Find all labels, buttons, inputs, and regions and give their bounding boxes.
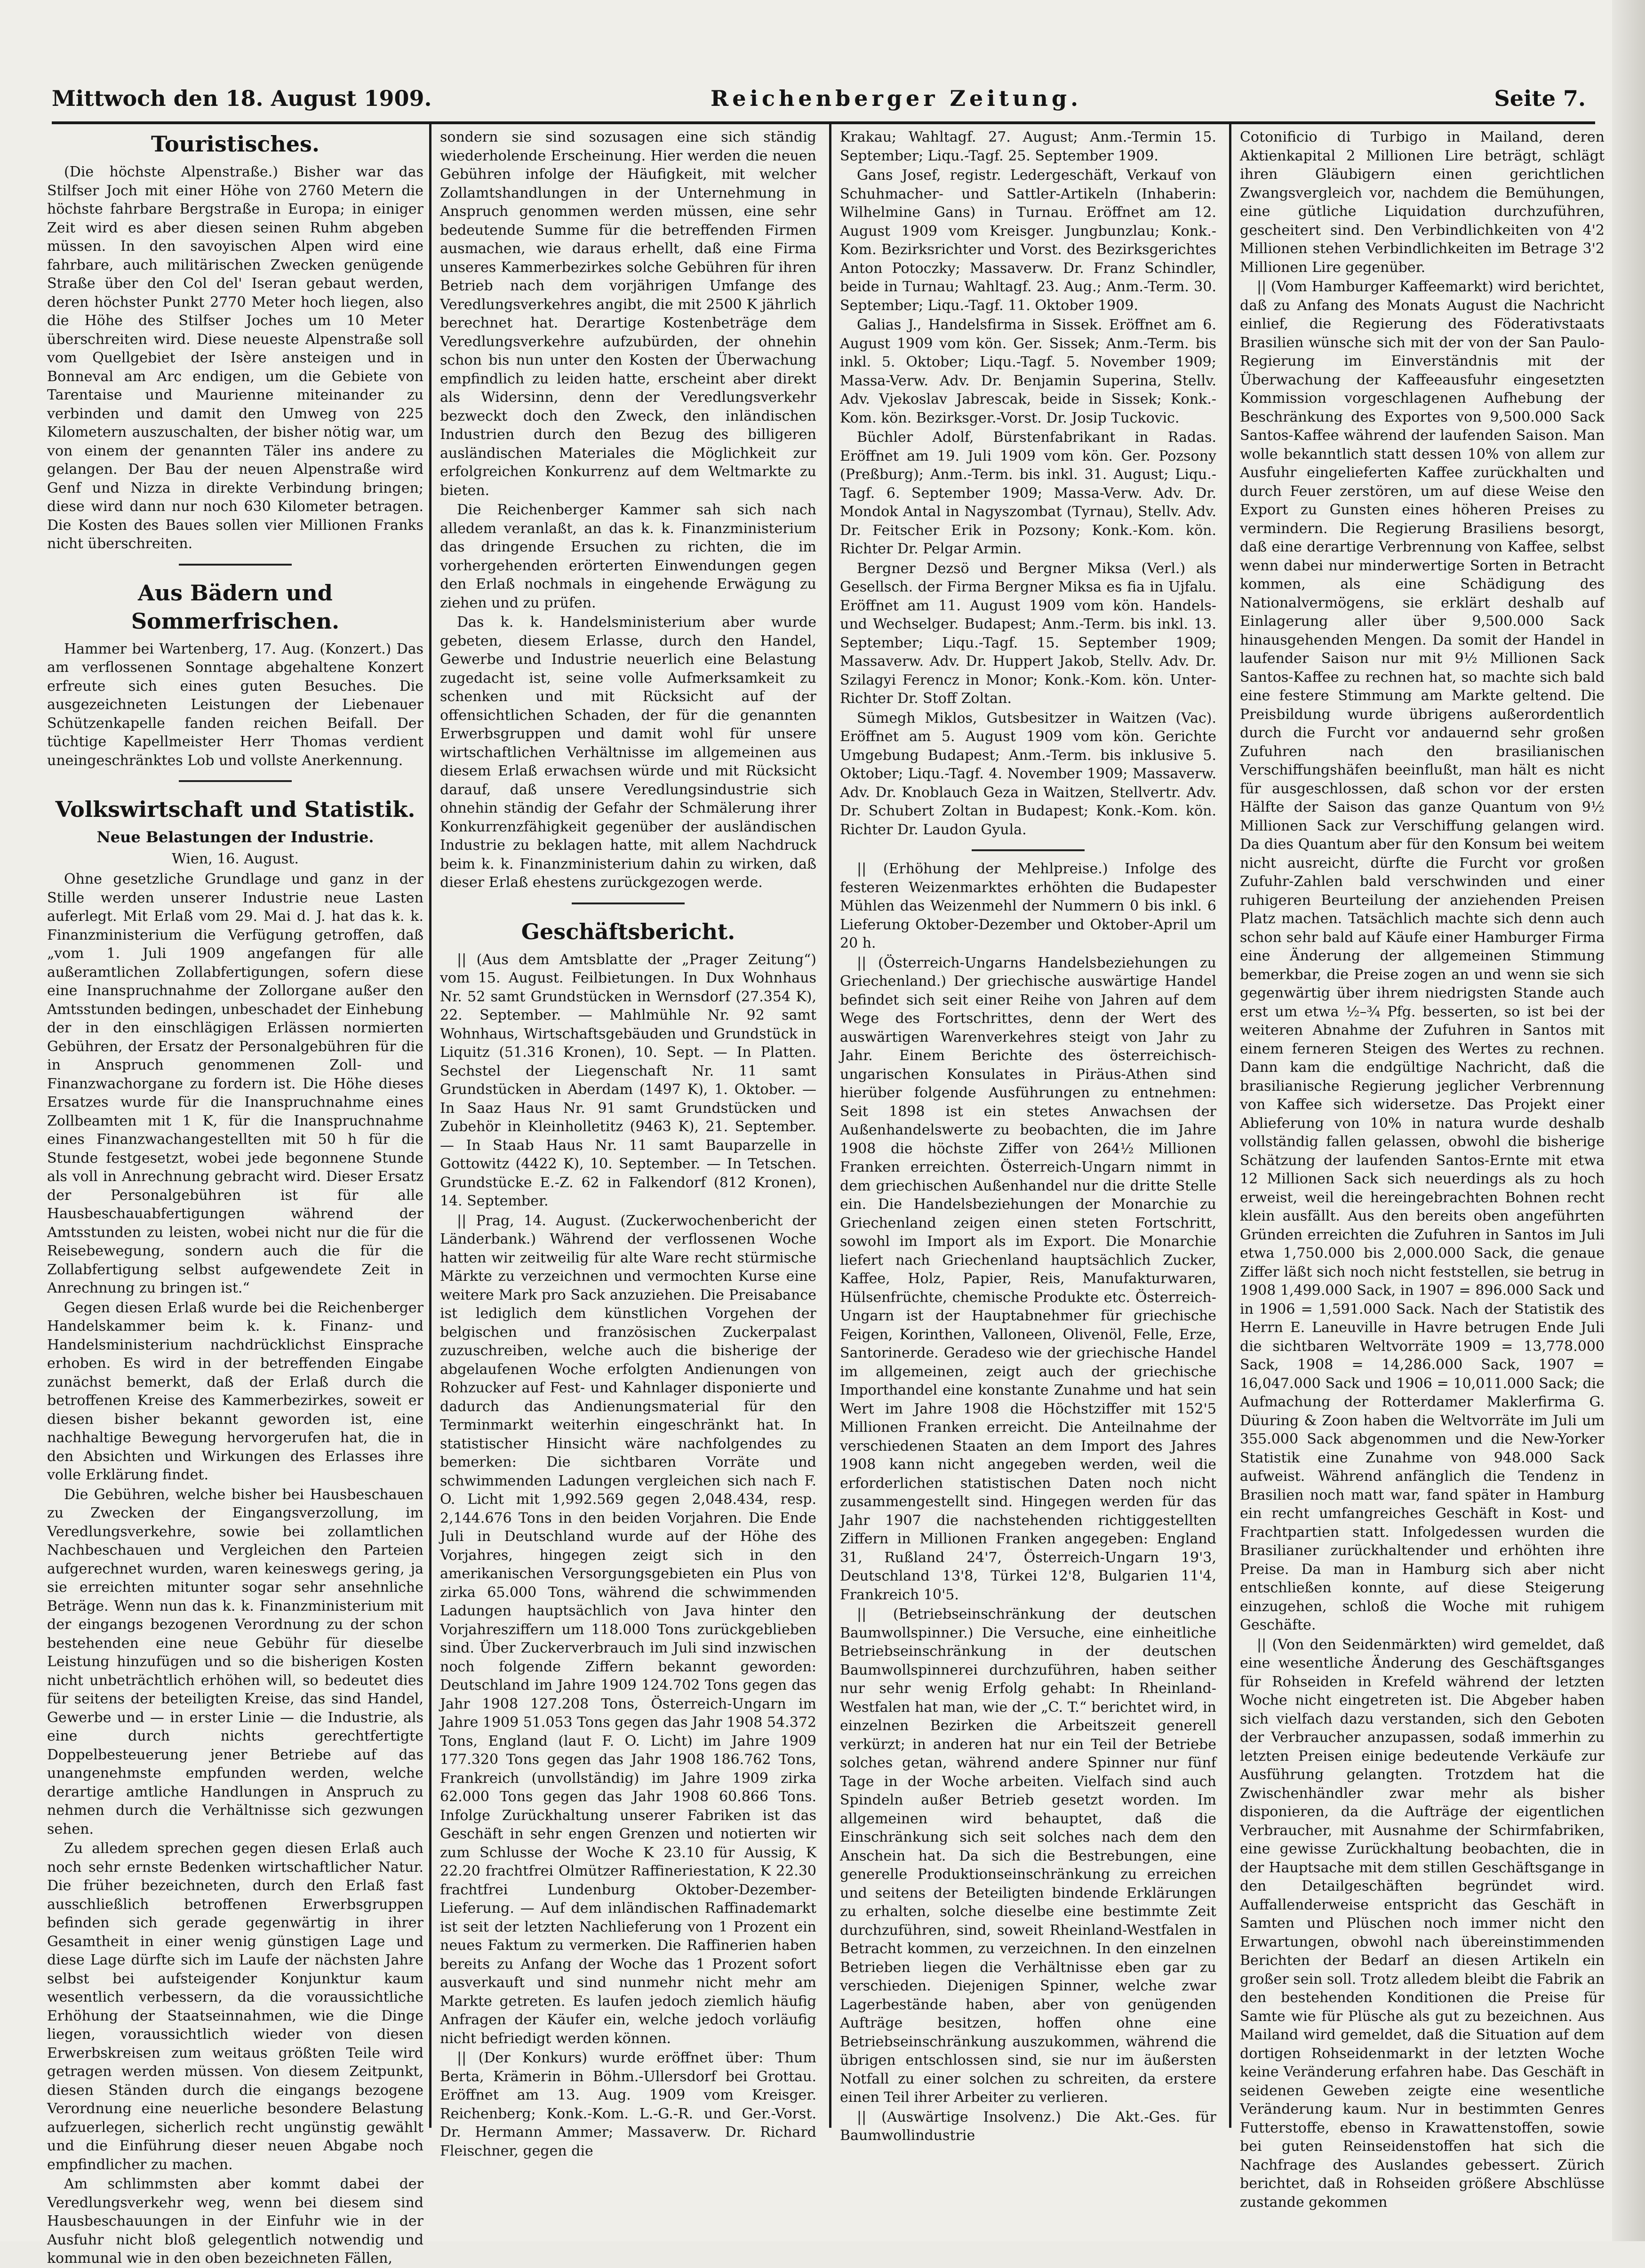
article-paragraph: Büchler Adolf, Bürstenfabrikant in Radas. Eröffnet am 19. Juli 1909 vom kön. Ger. Pozsony (Preßburg); Anm.-Term. bis inkl. 31. August; Liqu.-Tagf. 6. September 1909; Massa-Verw. Adv. Dr. Mondok Antal in Nagyszombat (Tyrnau), Stellv. Adv. Dr. Feitscher Erik in Pozsony; Konk.-Kom. kön. Richter Dr. Pelgar Armin. <box>840 429 1216 557</box>
article-paragraph: Gegen diesen Erlaß wurde bei die Reichenberger Handelskammer beim k. k. Finanz- und Handelsministerium nachdrücklichst Einsprache erhoben. Es wird in der betreffenden Eingabe zunächst bemerkt, daß der Erlaß durch die betroffenen Kreise des Kammerbezirkes, soweit er diesen bisher bekannt geworden ist, eine nachhaltige Bewegung hervorgerufen hat, die in den Absichten und Wirkungen des Erlasses ihre volle Erklärung findet. <box>47 1299 423 1483</box>
article-paragraph: Galias J., Handelsfirma in Sissek. Eröffnet am 6. August 1909 vom kön. Ger. Sissek; Anm.-Term. bis inkl. 5. Oktober; Liqu.-Tagf. 5. November 1909; Massa-Verw. Adv. Dr. Benjamin Superina, Stellv. Adv. Vjekoslav Jabrescak, beide in Sissek; Konk.-Kom. kön. Bezirksger.-Vorst. Dr. Josip Tuckovic. <box>840 317 1216 426</box>
article-paragraph: || (Von den Seidenmärkten) wird gemeldet, daß eine wesentliche Änderung des Geschäftsganges für Rohseiden in Krefeld während der letzten Woche nicht eingetreten ist. Die Abgeber haben sich vielfach dazu verstanden, sich den Geboten der Verbraucher anzupassen, sodaß immerhin zu letzten Preisen einige bedeutende Verkäufe zur Ausführung gelangten. Trotzdem hat die Zwischenhändler zwar mehr als bisher disponieren, da die Aufträge der eigentlichen Verbraucher, mit Ausnahme der Schirmfabriken, eine gewisse Zurückhaltung beobachten, die in der Hauptsache mit dem stillen Geschäftsgange in den Detailgeschäften begründet wird. Auffallenderweise entspricht das Geschäft in Samten und Plüschen noch immer nicht den Erwartungen, obwohl nach übereinstimmenden Berichten der Bedarf an diesen Artikeln ein großer sein soll. Trotz alledem bleibt die Fabrik an den bestehenden Konditionen die Preise für Samte wie für Plüsche als gut zu bezeichnen. Aus Mailand wird gemeldet, daß die Situation auf dem dortigen Rohseidenmarkt in der letzten Woche keine Veränderung erfahren habe. Das Geschäft in seidenen Geweben zeigte eine wesentliche Veränderung kaum. Nur in bestimmten Genres Futterstoffe, ebenso in Krawattenstoffen, sowie bei guten Reinseidenstoffen hat sich die Nachfrage des Auslandes gebessert. Zürich berichtet, daß in Rohseiden größere Abschlüsse zustande gekommen <box>1240 1636 1605 2211</box>
article-paragraph: || (Aus dem Amtsblatte der „Prager Zeitung“) vom 15. August. Feilbietungen. In Dux Wohnhaus Nr. 52 samt Grundstücken in Wernsdorf (27.354 K), 22. September. — Mahlmühle Nr. 92 samt Wohnhaus, Wirtschaftsgebäuden und Grundstück in Liquitz (51.316 Kronen), 10. Sept. — In Platten. Sechstel der Liegenschaft Nr. 11 samt Grundstücken in Aberdam (1497 K), 1. Oktober. — In Saaz Haus Nr. 91 samt Grundstücken und Zubehör in Kleinholletitz (9463 K), 21. September. — In Staab Haus Nr. 11 samt Bauparzelle in Gottowitz (4422 K), 10. September. — In Tetschen. Grundstücke E.-Z. 62 in Falkendorf (812 Kronen), 14. September. <box>440 951 816 1209</box>
header-date: Mittwoch den 18. August 1909. <box>52 86 432 111</box>
section-separator <box>179 780 292 782</box>
article-paragraph: Die Gebühren, welche bisher bei Hausbeschauen zu Zwecken der Eingangsverzollung, im Veredlungsverkehre, sowie bei zollamtlichen Nachbeschauen und Vergleichen den Parteien aufgerechnet wurden, waren keineswegs gering, ja sie erreichten mitunter sogar sehr ansehnliche Beträge. Wenn nun das k. k. Finanzministerium mit der eingangs bezogenen Verordnung zu der schon bestehenden eine neue Gebühr für dieselbe Leistung hinzufügen und so die bisherigen Kosten nicht unbeträchtlich erhöhen will, so bedeutet dies für seitens der beteiligten Kreise, das sind Handel, Gewerbe und — in erster Linie — die Industrie, als eine durch nichts gerechtfertigte Doppelbesteuerung jener Betriebe auf das unangenehmste empfunden werden, welche derartige amtliche Handlungen in Anspruch zu nehmen durch die Verhältnisse sich gezwungen sehen. <box>47 1486 423 1837</box>
article-paragraph: Zu alledem sprechen gegen diesen Erlaß auch noch sehr ernste Bedenken wirtschaftlicher Natur. Die früher bezeichneten, durch den Erlaß fast ausschließlich betroffenen Erwerbsgruppen befinden sich gerade gegenwärtig in ihrer Gesamtheit in einer wenig günstigen Lage und diese Lage dürfte sich im Laufe der nächsten Jahre selbst bei aufsteigender Konjunktur kaum wesentlich verbessern, da die voraussichtliche Erhöhung der Staatseinnahmen, wie die Dinge liegen, voraussichtlich wieder von diesen Erwerbskreisen zum weitaus größten Teile wird getragen werden müssen. Von diesem Zeitpunkt, diesen Ständen durch die eingangs bezogene Verordnung eine neuerliche besondere Belastung aufzuerlegen, sicherlich recht ungünstig gewählt und die Einführung dieser neuen Abgabe noch empfindlicher zu machen. <box>47 1840 423 2173</box>
article-paragraph: || (Der Konkurs) wurde eröffnet über: Thum Berta, Krämerin in Böhm.-Ullersdorf bei Grottau. Eröffnet am 13. Aug. 1909 vom Kreisger. Reichenberg; Konk.-Kom. L.-G.-R. und Ger.-Vorst. Dr. Hermann Ammer; Massaverw. Dr. Richard Fleischner, gegen die <box>440 2050 816 2159</box>
section-separator <box>179 564 292 566</box>
article-paragraph: Gans Josef, registr. Ledergeschäft, Verkauf von Schuhmacher- und Sattler-Artikeln (Inhaberin: Wilhelmine Gans) in Turnau. Eröffnet am 12. August 1909 vom Kreisger. Jungbunzlau; Konk.-Kom. Bezirksrichter und Vorst. des Bezirksgerichtes Anton Potoczky; Massaverw. Dr. Franz Schindler, beide in Turnau; Wahltagf. 23. Aug.; Anm.-Term. 30. September; Liqu.-Tagf. 11. Oktober 1909. <box>840 167 1216 314</box>
article-paragraph: Sümegh Miklos, Gutsbesitzer in Waitzen (Vac). Eröffnet am 5. August 1909 vom kön. Gerichte Umgebung Budapest; Anm.-Term. bis inklusive 5. Oktober; Liqu.-Tagf. 4. November 1909; Massaverw. Adv. Dr. Knoblauch Geza in Waitzen, Stellvertr. Adv. Dr. Schubert Zoltan in Budapest; Konk.-Kom. kön. Richter Dr. Laudon Gyula. <box>840 710 1216 838</box>
article-paragraph: Hammer bei Wartenberg, 17. Aug. (Konzert.) Das am verflossenen Sonntage abgehaltene Konzert erfreute sich eines guten Besuches. Die ausgezeichneten Leistungen der Liebenauer Schützenkapelle fanden reichen Beifall. Der tüchtige Kapellmeister Herr Thomas verdient uneingeschränktes Lob und vollste Anerkennung. <box>47 640 423 769</box>
article-paragraph: Am schlimmsten aber kommt dabei der Veredlungsverkehr weg, wenn bei diesem sind Hausbeschauungen in der Einfuhr wie in der Ausfuhr nicht bloß gelegentlich notwendig und kommunal wie in den oben bezeichneten Fällen, <box>47 2176 423 2267</box>
header-masthead: Reichenberger Zeitung. <box>711 86 1082 111</box>
article-paragraph: Krakau; Wahltagf. 27. August; Anm.-Termin 15. September; Liqu.-Tagf. 25. September 1909. <box>840 129 1216 164</box>
section-heading: Touristisches. <box>151 131 319 157</box>
column-4 <box>1240 128 1605 2211</box>
section-separator <box>972 849 1085 851</box>
section-heading: Volkswirtschaft und Statistik. <box>55 797 415 822</box>
column-rule-3 <box>1229 123 1231 2128</box>
section-heading: Aus Bädern und Sommerfrischen. <box>131 580 340 634</box>
article-paragraph: Cotonificio di Turbigo in Mailand, deren Aktienkapital 2 Millionen Lire beträgt, schlägt ihren Gläubigern einen gerichtlichen Zwangsvergleich vor, nachdem die Bemühungen, eine gütliche Liquidation durchzuführen, gescheitert sind. Den Verbindlichkeiten von 4'2 Millionen stehen Verbindlichkeiten im Betrage 3'2 Millionen Lire gegenüber. <box>1240 129 1605 276</box>
article-paragraph: Das k. k. Handelsministerium aber wurde gebeten, diesem Erlasse, durch den Handel, Gewerbe und Industrie neuerlich eine Belastung zugedacht ist, seine volle Aufmerksamkeit zu schenken und mit Rücksicht auf der offensichtlichen Schaden, der für die genannten Erwerbsgruppen und damit wohl für unsere wirtschaftlichen Verhältnisse im allgemeinen aus diesem Erlaß erwachsen würde und mit Rücksicht darauf, daß unsere Veredlungsindustrie sich ohnehin ständig der Gefahr der Schmälerung ihrer Konkurrenzfähigkeit gegenüber der ausländischen Industrie zu beklagen hatte, mit allem Nachdruck beim k. k. Finanzministerium dahin zu wirken, daß dieser Erlaß ehestens zurückgezogen werde. <box>440 614 816 891</box>
column-rule-2 <box>829 123 831 2128</box>
article-paragraph: || (Auswärtige Insolvenz.) Die Akt.-Ges. für Baumwollindustrie <box>840 2108 1216 2144</box>
column-3 <box>840 128 1216 2144</box>
article-dateline: Wien, 16. August. <box>172 850 299 867</box>
section-separator <box>572 902 685 904</box>
article-paragraph: Bergner Dezsö und Bergner Miksa (Verl.) als Gesellsch. der Firma Bergner Miksa es fia in Ujfalu. Eröffnet am 11. August 1909 vom kön. Handels- und Wechselger. Budapest; Anm.-Term. bis inkl. 13. September; Liqu.-Tagf. 15. September 1909; Massaverw. Adv. Dr. Huppert Jakob, Stellv. Adv. Dr. Szilagyi Ferencz in Monor; Konk.-Kom. kön. Unter-Richter Dr. Stoff Zoltan. <box>840 560 1216 707</box>
header-rule <box>52 121 1595 124</box>
header-page-number: Seite 7. <box>1494 86 1586 111</box>
article-title: Neue Belastungen der Industrie. <box>96 828 374 846</box>
page-header <box>52 83 1586 120</box>
article-paragraph: Die Reichenberger Kammer sah sich nach alledem veranlaßt, an das k. k. Finanzministerium das dringende Ersuchen zu richten, die im vorhergehenden erörterten Einwendungen gegen den Erlaß nochmals in eingehende Erwägung zu ziehen und zu prüfen. <box>440 502 816 611</box>
article-paragraph: Ohne gesetzliche Grundlage und ganz in der Stille werden unserer Industrie neue Lasten auferlegt. Mit Erlaß vom 29. Mai d. J. hat das k. k. Finanzministerium die Verfügung getroffen, daß „vom 1. Juli 1909 angefangen für alle außeramtlichen Zollabfertigungen, sofern diese eine Inanspruchnahme der Zollorgane außer den Amtsstunden bedingen, unbeschadet der Einhebung der in den einschlägigen Erlässen normierten Gebühren, der Ersatz der Personalgebühren für die in Anspruch genommenen Zoll- und Finanzwachorgane zu fordern ist. Die Höhe dieses Ersatzes wurde für die Inanspruchnahme eines Zollbeamten mit 1 K, für die Inanspruchnahme eines Finanzwachangestellten mit 50 h für die Stunde festgesetzt, wobei jede begonnene Stunde als voll in Anrechnung gebracht wird. Dieser Ersatz der Personalgebühren ist für alle Hausbeschauabfertigungen während der Amtsstunden zu leisten, wobei nicht nur die für die Reisebewegung, sondern auch die für die Zollabfertigung selbst aufgewendete Zeit in Anrechnung zu bringen ist.“ <box>47 871 423 1296</box>
column-2 <box>440 128 817 2159</box>
article-paragraph: || (Vom Hamburger Kaffeemarkt) wird berichtet, daß zu Anfang des Monats August die Nachricht einlief, die Regierung des Föderativstaats Brasilien wünsche sich mit der von der San Paulo-Regierung im Einverständnis mit der Überwachung der Kaffeeausfuhr eingesetzten Kommission vorgeschlagenen Aufhebung der Beschränkung des Exportes von 9,500.000 Sack Santos-Kaffee während der laufenden Saison. Man wolle bekanntlich statt dessen 10% von allem zur Ausfuhr eingelieferten Kaffee zurückhalten und durch Feuer zerstören, um auf diese Weise den Export zu Gunsten eines höheren Preises zu vermindern. Die Regierung Brasiliens besorgt, daß eine derartige Verbrennung von Kaffee, selbst wenn dabei nur minderwertige Sorten in Betracht kommen, als eine Schädigung des Nationalvermögens, sie erklärt deshalb auf Einlagerung aller über 9,500.000 Sack hinausgehenden Mengen. Da somit der Handel in laufender Saison nur mit 9½ Millionen Sack Santos-Kaffee zu rechnen hat, so machte sich bald eine festere Stimmung am Markte geltend. Die Preisbildung wurde übrigens außerordentlich durch die Furcht vor andauernd sehr großen Zufuhren nach den brasilianischen Verschiffungshäfen beeinflußt, man hält es nicht für ausgeschlossen, daß schon vor der ersten Hälfte der Saison das ganze Quantum von 9½ Millionen Sack zur Verschiffung gelangen wird. Da dies Quantum aber für den Konsum bei weitem nicht ausreicht, dürfte die Furcht vor großen Zufuhr-Zahlen bald verschwinden und einer ruhigeren Beurteilung der anziehenden Preisen Platz machen. Tatsächlich machte sich denn auch schon sehr bald auf Käufe einer Hamburger Firma eine Änderung der allgemeinen Stimmung bemerkbar, die Preise zogen an und wenn sie sich gegenwärtig über ihrem niedrigsten Stande auch erst um etwa ½–¾ Pfg. besserten, so ist bei der weiteren Abnahme der Zufuhren in Santos mit einem ferneren Steigen des Wertes zu rechnen. Dann kam die endgültige Nachricht, daß die brasilianische Regierung jeglicher Verbrennung von Kaffee sich widersetze. Das Projekt einer Ablieferung von 10% in natura wurde deshalb vollständig fallen gelassen, obwohl die bisherige Schätzung der laufenden Santos-Ernte mit etwa 12 Millionen Sack sich neuerdings als zu hoch erweist, weil die hereingebrachten Bohnen recht klein ausfällt. Aus den bereits oben angeführten Gründen erreichten die Zufuhren in Santos im Juli etwa 1,750.000 bis 2,000.000 Sack, die genaue Ziffer läßt sich noch nicht feststellen, sie betrug in 1908 1,499.000 Sack, in 1907 = 896.000 Sack und in 1906 = 1,591.000 Sack. Nach der Statistik des Herrn E. Laneuville in Havre betrugen Ende Juli die sichtbaren Weltvorräte 1909 = 13,778.000 Sack, 1908 = 14,286.000 Sack, 1907 = 16,047.000 Sack und 1906 = 10,011.000 Sack; die Aufmachung der Rotterdamer Maklerfirma G. Düuring & Zoon haben die Weltvorräte im Juli um 355.000 Sack abgenommen und die New-Yorker Statistik eine Zunahme von 948.000 Sack aufweist. Während anfänglich die Tendenz in Brasilien noch matt war, fand später in Hamburg ein recht umfangreiches Geschäft in Kost- und Frachtpartien statt. Infolgedessen wurden die Brasilianer zurückhaltender und erhöhten ihre Preise. Da man in Hamburg sich aber nicht entschließen konnte, auf diese Steigerung einzugehen, schloß die Woche mit ruhigem Geschäfte. <box>1240 279 1605 1633</box>
page-edge-shadow <box>1612 0 1645 2241</box>
article-paragraph: || (Österreich-Ungarns Handelsbeziehungen zu Griechenland.) Der griechische auswärtige Handel befindet sich seit einer Reihe von Jahren auf dem Wege des Fortschrittes, denn der Wert des auswärtigen Warenverkehres steigt von Jahr zu Jahr. Einem Berichte des österreichisch-ungarischen Konsulates in Piräus-Athen sind hierüber folgende Ausführungen zu entnehmen: Seit 1898 ist ein stetes Anwachsen der Außenhandelswerte zu beobachten, die im Jahre 1908 die höchste Ziffer von 264½ Millionen Franken erreichten. Österreich-Ungarn nimmt in dem griechischen Außenhandel nur die dritte Stelle ein. Die Handelsbeziehungen der Monarchie zu Griechenland zeigen einen steten Fortschritt, sowohl im Import als im Export. Die Monarchie liefert nach Griechenland hauptsächlich Zucker, Kaffee, Holz, Papier, Reis, Manufakturwaren, Hülsenfrüchte, chemische Produkte etc. Österreich-Ungarn ist der Hauptabnehmer für griechische Feigen, Korinthen, Valloneen, Olivenöl, Felle, Erze, Santorinerde. Geradeso wie der griechische Handel im allgemeinen, zeigt auch der griechische Importhandel eine konstante Zunahme und hat sein Wert im Jahre 1908 die Höchstziffer mit 152'5 Millionen Franken erreicht. Die Anteilnahme der verschiedenen Staaten an dem Import des Jahres 1908 kann nicht angegeben werden, weil die erforderlichen statistischen Daten noch nicht zusammengestellt sind. Hingegen werden für das Jahr 1907 die nachstehenden richtiggestellten Ziffern in Millionen Franken angegeben: England 31, Rußland 24'7, Österreich-Ungarn 19'3, Deutschland 13'8, Türkei 12'8, Bulgarien 11'4, Frankreich 10'5. <box>840 954 1216 1603</box>
article-paragraph: || (Erhöhung der Mehlpreise.) Infolge des festeren Weizenmarktes erhöhten die Budapester Mühlen das Weizenmehl der Nummern 0 bis inkl. 6 Lieferung Oktober-Dezember und Oktober-April um 20 h. <box>840 861 1216 951</box>
article-paragraph: (Die höchste Alpenstraße.) Bisher war das Stilfser Joch mit einer Höhe von 2760 Metern die höchste fahrbare Bergstraße in Europa; in einiger Zeit wird es aber diesen seinen Ruhm abgeben müssen. In den savoyischen Alpen wird eine fahrbare, auch militärischen Zwecken genügende Straße über den Col del' Iseran gebaut werden, deren höchster Punkt 2770 Meter hoch liegen, also die Höhe des Stilfser Joches um 10 Meter überschreiten wird. Diese neueste Alpenstraße soll vom Quellgebiet der Isère ansteigen und in Bonneval am Arc endigen, um die Gebiete von Tarentaise und Maurienne miteinander zu verbinden und damit den Umweg von 225 Kilometern auszuschalten, der bisher nötig war, um von einem der genannten Täler ins andere zu gelangen. Der Bau der neuen Alpenstraße wird Genf und Nizza in direkte Verbindung bringen; diese wird dann nur noch 630 Kilometer betragen. Die Kosten des Baues sollen vier Millionen Franks nicht überschreiten. <box>47 164 423 552</box>
column-rule-1 <box>429 123 431 2128</box>
article-paragraph: || Prag, 14. August. (Zuckerwochenbericht der Länderbank.) Während der verflossenen Woche hatten wir zeitweilig für alte Ware recht stürmische Märkte zu verzeichnen und vermochten Kurse eine weitere Mark pro Sack anzuziehen. Die Preisabance ist lediglich dem künstlichen Vorgehen der belgischen und französischen Zuckerpalast zuzuschreiben, welche auch die bisherige der abgelaufenen Woche erfolgten Andienungen von Rohzucker auf Fest- und Kahnlager disponierte und dadurch das Andienungsmaterial für den Terminmarkt weiterhin eingeschränkt hat. In statistischer Hinsicht wäre nachfolgendes zu bemerken: Die sichtbaren Vorräte und schwimmenden Ladungen vergleichen sich nach F. O. Licht mit 1,992.569 gegen 2,048.434, resp. 2,144.676 Tons in den beiden Vorjahren. Die Ende Juli in Deutschland wurde auf der Höhe des Vorjahres, hingegen zeigt sich in den amerikanischen Versorgungsgebieten ein Plus von zirka 65.000 Tons, während die schwimmenden Ladungen hauptsächlich von Java hinter den Vorjahresziffern um 118.000 Tons zurückgeblieben sind. Über Zuckerverbrauch im Juli sind inzwischen noch folgende Ziffern bekannt geworden: Deutschland im Jahre 1909 124.702 Tons gegen das Jahr 1908 127.208 Tons, Österreich-Ungarn im Jahre 1909 51.053 Tons gegen das Jahr 1908 54.372 Tons, England (laut F. O. Licht) im Jahre 1909 177.320 Tons gegen das Jahr 1908 186.762 Tons, Frankreich (unvollständig) im Jahre 1909 zirka 62.000 Tons gegen das Jahr 1908 60.866 Tons. Infolge Zurückhaltung unserer Fabriken ist das Geschäft in sehr engen Grenzen und notierten wir zum Schlusse der Woche K 23.10 für Aussig, K 22.20 frachtfrei Olmützer Raffineriestation, K 22.30 frachtfrei Lundenburg Oktober-Dezember-Lieferung. — Auf dem inländischen Raffinademarkt ist seit der letzten Nachlieferung von 1 Prozent ein neues Faktum zu vermerken. Die Raffinerien haben bereits zu Anfang der Woche das 1 Prozent sofort ausverkauft und sind nunmehr nicht mehr am Markte getreten. Es laufen jedoch ziemlich häufig Anfragen der Käufer ein, welche jedoch vorläufig nicht befriedigt werden können. <box>440 1212 817 2047</box>
article-paragraph: sondern sie sind sozusagen eine sich ständig wiederholende Erscheinung. Hier werden die neuen Gebühren infolge der Häufigkeit, mit welcher Zollamtshandlungen in der Unternehmung in Anspruch genommen werden müssen, eine sehr bedeutende Summe für die betreffenden Firmen ausmachen, wie daraus erhellt, daß eine Firma unseres Kammerbezirkes solche Gebühren für ihren Betrieb nach dem vorjährigen Umfange des Veredlungsverkehres angibt, die mit 2500 K jährlich berechnet hat. Derartige Kostenbeträge dem Veredlungsverkehre aufzubürden, der ohnehin schon bis nun unter den Kosten der Überwachung empfindlich zu leiden hatte, erscheint aber direkt als Widersinn, denn der Veredlungsverkehr bezweckt doch den Zweck, den inländischen Industrien durch den Bezug des billigeren ausländischen Materiales die Möglichkeit zur erfolgreichen Konkurrenz auf dem Weltmarkte zu bieten. <box>440 129 816 499</box>
section-heading: Geschäftsbericht. <box>521 918 735 944</box>
column-1 <box>47 128 423 2267</box>
article-paragraph: || (Betriebseinschränkung der deutschen Baumwollspinner.) Die Versuche, eine einheitliche Betriebseinschränkung in der deutschen Baumwollspinnerei durchzuführen, haben seither nur sehr wenig Erfolg gehabt: In Rheinland-Westfalen hat man, wie der „C. T.“ berichtet wird, in einzelnen Bezirken die Arbeitszeit generell verkürzt; in anderen hat nur ein Teil der Betriebe solches getan, während andere Spinner nur fünf Tage in der Woche arbeiten. Vielfach sind auch Spindeln außer Betrieb gesetzt worden. Im allgemeinen wird behauptet, daß die Einschränkung sich seit solches nach dem den Anschein hat. Da sich die Bestrebungen, eine generelle Produktionseinschränkung zu erreichen und seitens der Beteiligten bindende Erklärungen zu erhalten, solche dieselbe eine bestimmte Zeit durchzuführen, sind, soweit Rheinland-Westfalen in Betracht kommen, zu verzeichnen. In den einzelnen Betrieben liegen die Verhältnisse eben gar zu verschieden. Diejenigen Spinner, welche zwar Lagerbestände haben, aber von genügenden Aufträge besitzen, hoffen ohne eine Betriebseinschränkung auszukommen, während die übrigen entschlossen sind, sie nur im äußersten Notfall zu einer solchen zu schreiten, da erstere einen Teil ihrer Arbeiter zu verlieren. <box>840 1606 1216 2106</box>
